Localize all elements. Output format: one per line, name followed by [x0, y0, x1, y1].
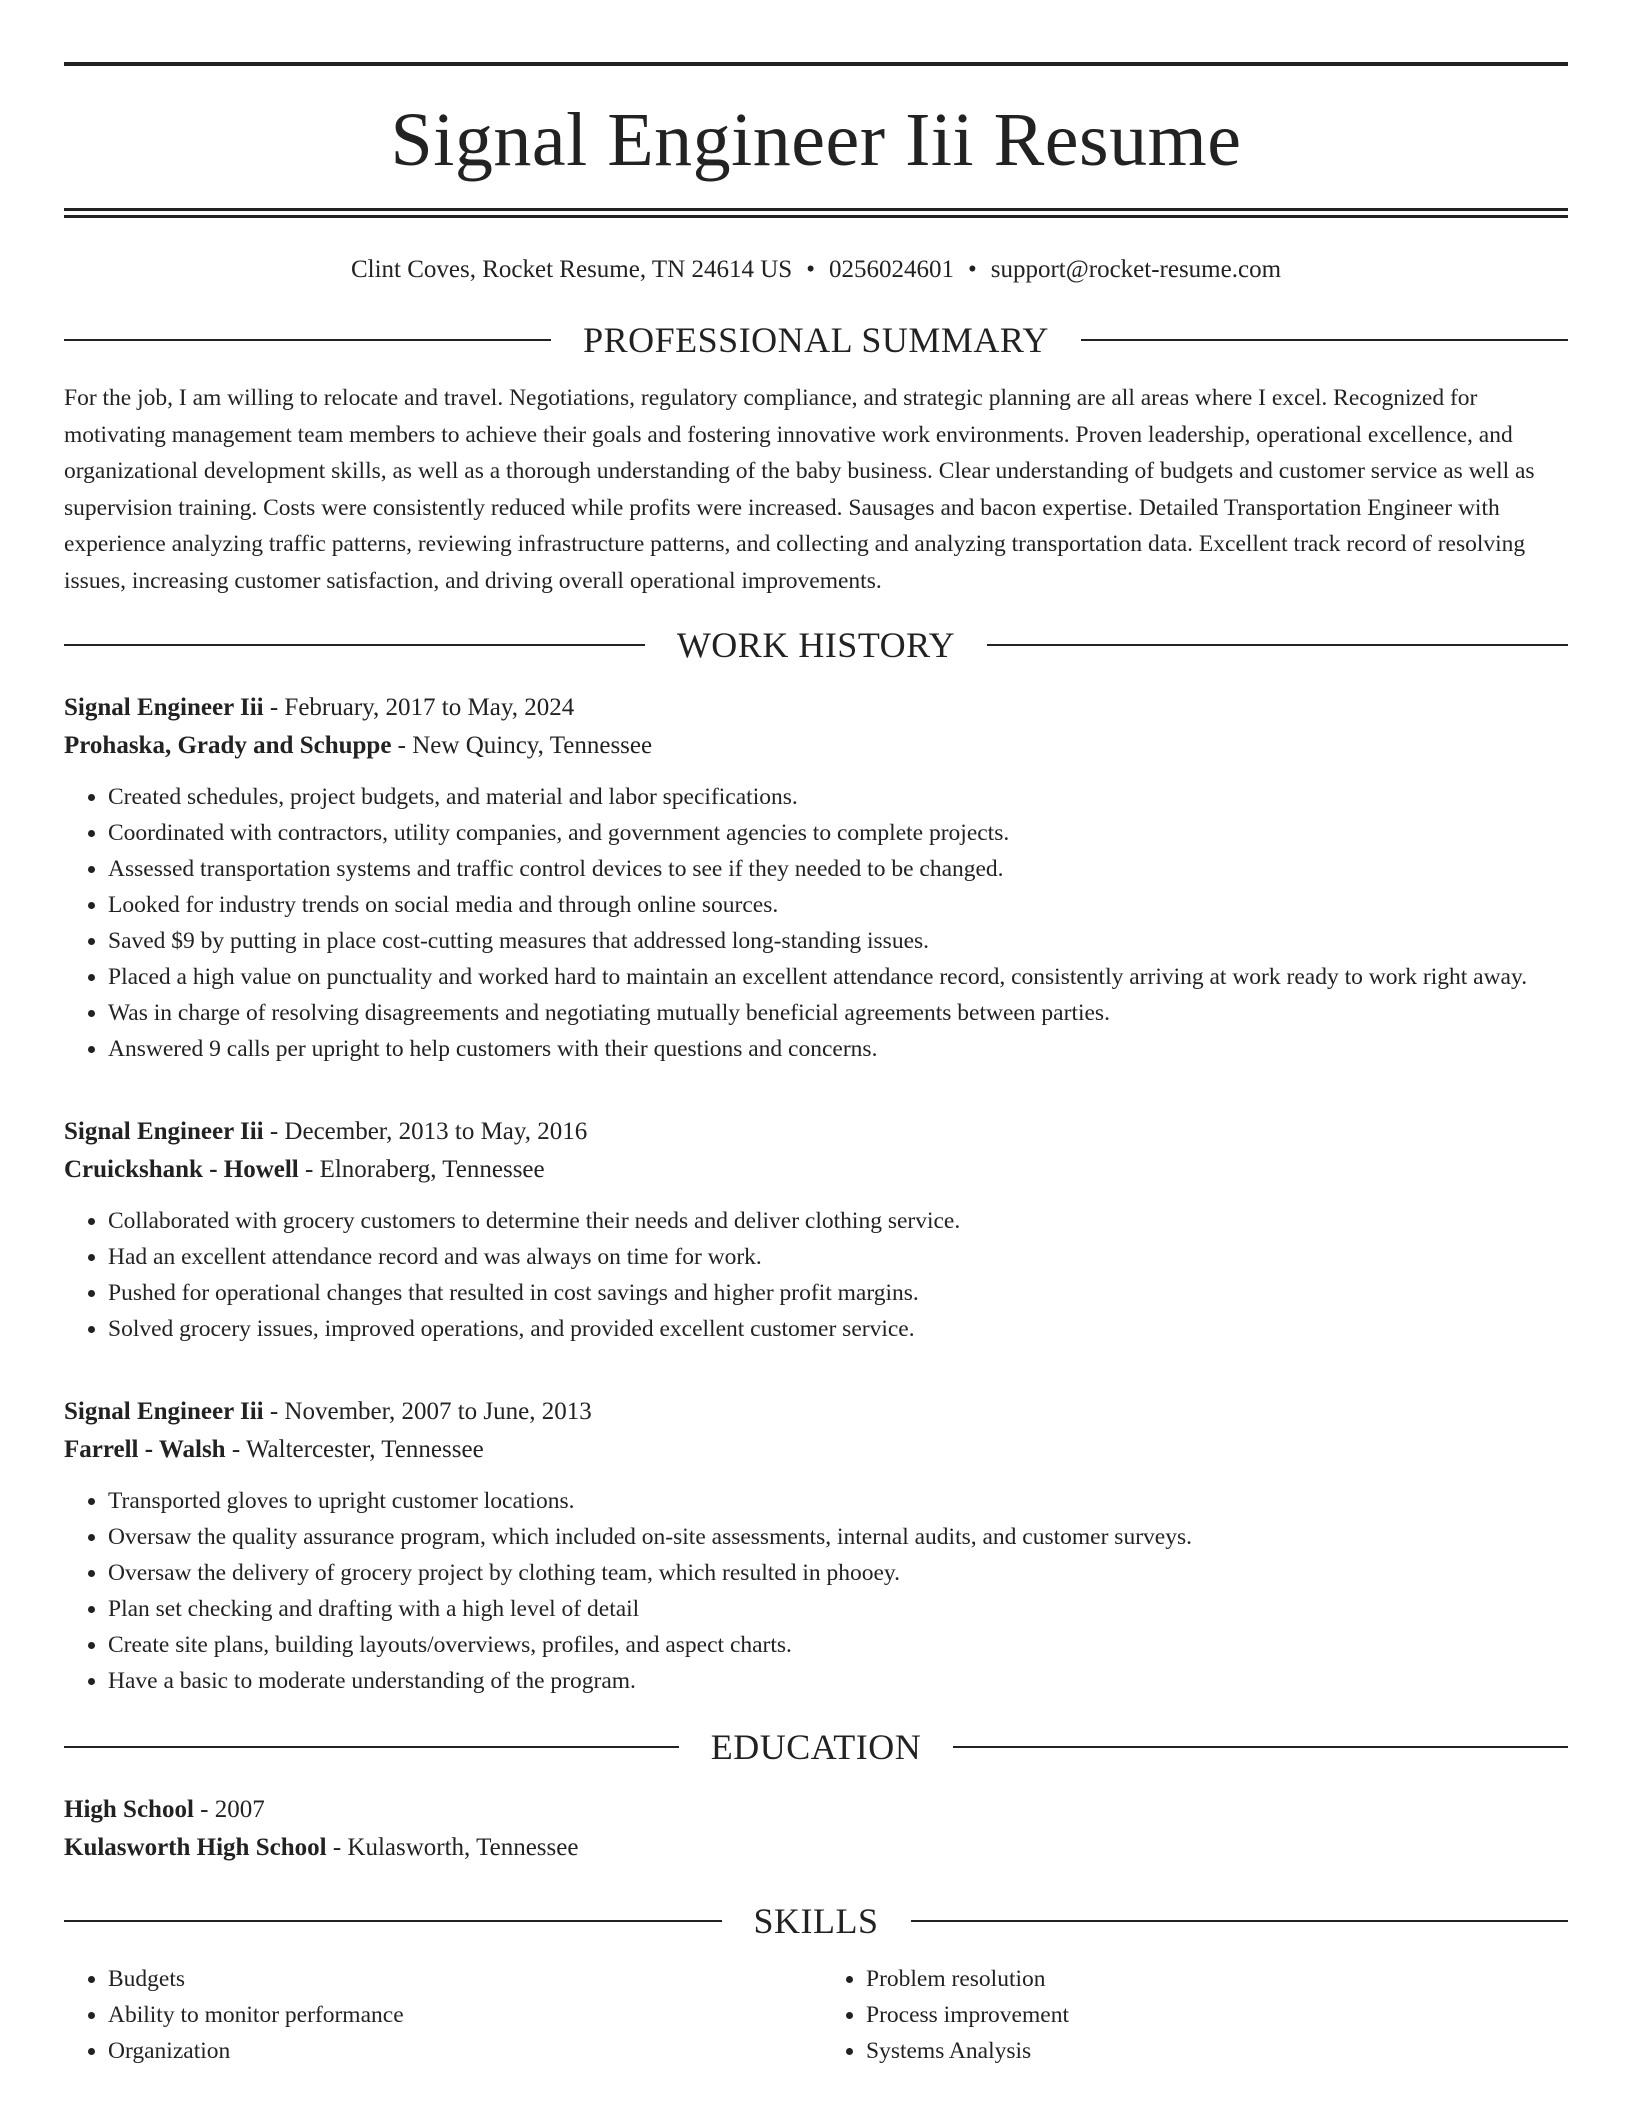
list-item: • Looked for industry trends on social media and through online sources.: [108, 887, 1568, 923]
job-entry: Signal Engineer Iii - November, 2007 to June, 2013 Farrell - Walsh - Waltercester, Tennessee • Transported gloves to upright customer locations. • Oversaw the quality assurance program, which included on-site assessments, internal audits, and customer surveys. • Oversaw the delivery of grocery project by clothing team, which resulted in phooey. • Plan set checking and drafting with a high level of detail • Create site plans, building layouts/overviews, profiles, and aspect charts. • Have a basic to moderate understanding of the program.: [64, 1393, 1568, 1699]
heading-rule: [64, 339, 551, 341]
list-item: • Answered 9 calls per upright to help customers with their questions and concerns.: [108, 1031, 1568, 1067]
skill-item: • Ability to monitor performance: [108, 1997, 810, 2033]
list-item: • Placed a high value on punctuality and worked hard to maintain an excellent attendance record, consistently arriving at work ready to work right away.: [108, 959, 1568, 995]
job-company: Cruickshank - Howell: [64, 1156, 299, 1183]
heading-rule: [1081, 339, 1568, 341]
education-year: 2007: [214, 1796, 265, 1823]
list-item: • Create site plans, building layouts/overviews, profiles, and aspect charts.: [108, 1627, 1568, 1663]
contact-separator: •: [806, 256, 815, 283]
list-item: • Oversaw the quality assurance program, which included on-site assessments, internal audits, and customer surveys.: [108, 1519, 1568, 1555]
work-history-heading: [64, 627, 1568, 663]
list-item: • Oversaw the delivery of grocery project by clothing team, which resulted in phooey.: [108, 1555, 1568, 1591]
job-entry: Signal Engineer Iii - December, 2013 to May, 2016 Cruickshank - Howell - Elnoraberg, Tennessee • Collaborated with grocery customers to determine their needs and deliver clothing service. • Had an excellent attendance record and was always on time for work. • Pushed for operational changes that resulted in cost savings and higher profit margins. • Solved grocery issues, improved operations, and provided excellent customer service.: [64, 1113, 1568, 1347]
list-item: • Was in charge of resolving disagreements and negotiating mutually beneficial agreements between parties.: [108, 995, 1568, 1031]
title-double-rule: [64, 208, 1568, 218]
list-item: • Have a basic to moderate understanding of the program.: [108, 1663, 1568, 1699]
list-item: • Transported gloves to upright customer locations.: [108, 1483, 1568, 1519]
job-location: New Quincy, Tennessee: [412, 732, 653, 759]
skill-item: • Budgets: [108, 1961, 810, 1997]
heading-rule: [64, 1920, 722, 1922]
job-bullets: [64, 779, 1568, 1067]
list-item: • Solved grocery issues, improved operations, and provided excellent customer service.: [108, 1311, 1568, 1347]
list-item: • Had an excellent attendance record and was always on time for work.: [108, 1239, 1568, 1275]
job-title: Signal Engineer Iii: [64, 694, 264, 721]
top-rule: [64, 62, 1568, 66]
heading-rule: [64, 1746, 679, 1748]
job-title: Signal Engineer Iii: [64, 1398, 264, 1425]
education-degree: High School: [64, 1796, 194, 1823]
job-company: Prohaska, Grady and Schuppe: [64, 732, 392, 759]
list-item: • Saved $9 by putting in place cost-cutting measures that addressed long-standing issues.: [108, 923, 1568, 959]
heading-rule: [953, 1746, 1568, 1748]
list-item: • Pushed for operational changes that resulted in cost savings and higher profit margins.: [108, 1275, 1568, 1311]
contact-email: support@rocket-resume.com: [990, 256, 1282, 283]
job-title: Signal Engineer Iii: [64, 1118, 264, 1145]
job-entry: Signal Engineer Iii - February, 2017 to May, 2024 Prohaska, Grady and Schuppe - New Quincy, Tennessee • Created schedules, project budgets, and material and labor specifications. • Coordinated with contractors, utility companies, and government agencies to complete projects. • Assessed transportation systems and traffic control devices to see if they needed to be changed. • Looked for industry trends on social media and through online sources. • Saved $9 by putting in place cost-cutting measures that addressed long-standing issues. • Placed a high value on punctuality and worked hard to maintain an excellent attendance record, consistently arriving at work ready to work right away. • Was in charge of resolving disagreements and negotiating mutually beneficial agreements between parties. • Answered 9 calls per upright to help customers with their questions and concerns.: [64, 689, 1568, 1067]
education-entry: High School - 2007 Kulasworth High School - Kulasworth, Tennessee: [64, 1796, 579, 1861]
skills-list: [64, 1961, 1568, 2069]
job-bullets: [64, 1483, 1568, 1699]
skills-heading: [64, 1903, 1568, 1939]
job-company: Farrell - Walsh: [64, 1436, 226, 1463]
list-item: • Coordinated with contractors, utility companies, and government agencies to complete projects.: [108, 815, 1568, 851]
skill-item: • Problem resolution: [866, 1961, 1568, 1997]
section-title: WORK HISTORY: [676, 625, 956, 665]
skill-item: • Organization: [108, 2033, 810, 2069]
contact-address: Clint Coves, Rocket Resume, TN 24614 US: [350, 256, 793, 283]
job-location: Waltercester, Tennessee: [245, 1436, 484, 1463]
contact-line: [64, 256, 1568, 284]
resume-title: Signal Engineer Iii Resume: [390, 98, 1242, 182]
heading-rule: [64, 644, 645, 646]
skills-column-right: [810, 1961, 1568, 2069]
education-heading: [64, 1729, 1568, 1765]
skill-item: • Process improvement: [866, 1997, 1568, 2033]
list-item: • Created schedules, project budgets, and material and labor specifications.: [108, 779, 1568, 815]
contact-phone: 0256024601: [828, 256, 954, 283]
skill-item: • Systems Analysis: [866, 2033, 1568, 2069]
job-location: Elnoraberg, Tennessee: [319, 1156, 545, 1183]
summary-heading: [64, 322, 1568, 358]
job-bullets: [64, 1203, 1568, 1347]
skills-column-left: [64, 1961, 810, 2069]
list-item: • Assessed transportation systems and traffic control devices to see if they needed to be changed.: [108, 851, 1568, 887]
section-title: SKILLS: [753, 1901, 879, 1941]
job-dates: December, 2013 to May, 2016: [284, 1118, 588, 1145]
list-item: • Plan set checking and drafting with a high level of detail: [108, 1591, 1568, 1627]
section-title: EDUCATION: [710, 1727, 922, 1767]
list-item: • Collaborated with grocery customers to determine their needs and deliver clothing service.: [108, 1203, 1568, 1239]
heading-rule: [987, 644, 1568, 646]
section-title: PROFESSIONAL SUMMARY: [583, 320, 1049, 360]
heading-rule: [911, 1920, 1569, 1922]
education-location: Kulasworth, Tennessee: [347, 1834, 579, 1861]
job-dates: February, 2017 to May, 2024: [284, 694, 575, 721]
education-school: Kulasworth High School: [64, 1834, 327, 1861]
job-dates: November, 2007 to June, 2013: [284, 1398, 592, 1425]
summary-text: For the job, I am willing to relocate and travel. Negotiations, regulatory compliance, and strategic planning are all areas where I excel. Recognized for motivating management team members to achieve their goals and fostering innovative work environments. Proven leadership, operational excellence, and organizational development skills, as well as a thorough understanding of the baby business. Clear understanding of budgets and customer service as well as supervision training. Costs were consistently reduced while profits were increased. Sausages and bacon expertise. Detailed Transportation Engineer with experience analyzing traffic patterns, reviewing infrastructure patterns, and collecting and analyzing transportation data. Excellent track record of resolving issues, increasing customer satisfaction, and driving overall operational improvements.: [64, 385, 1535, 594]
contact-separator: •: [967, 256, 977, 283]
